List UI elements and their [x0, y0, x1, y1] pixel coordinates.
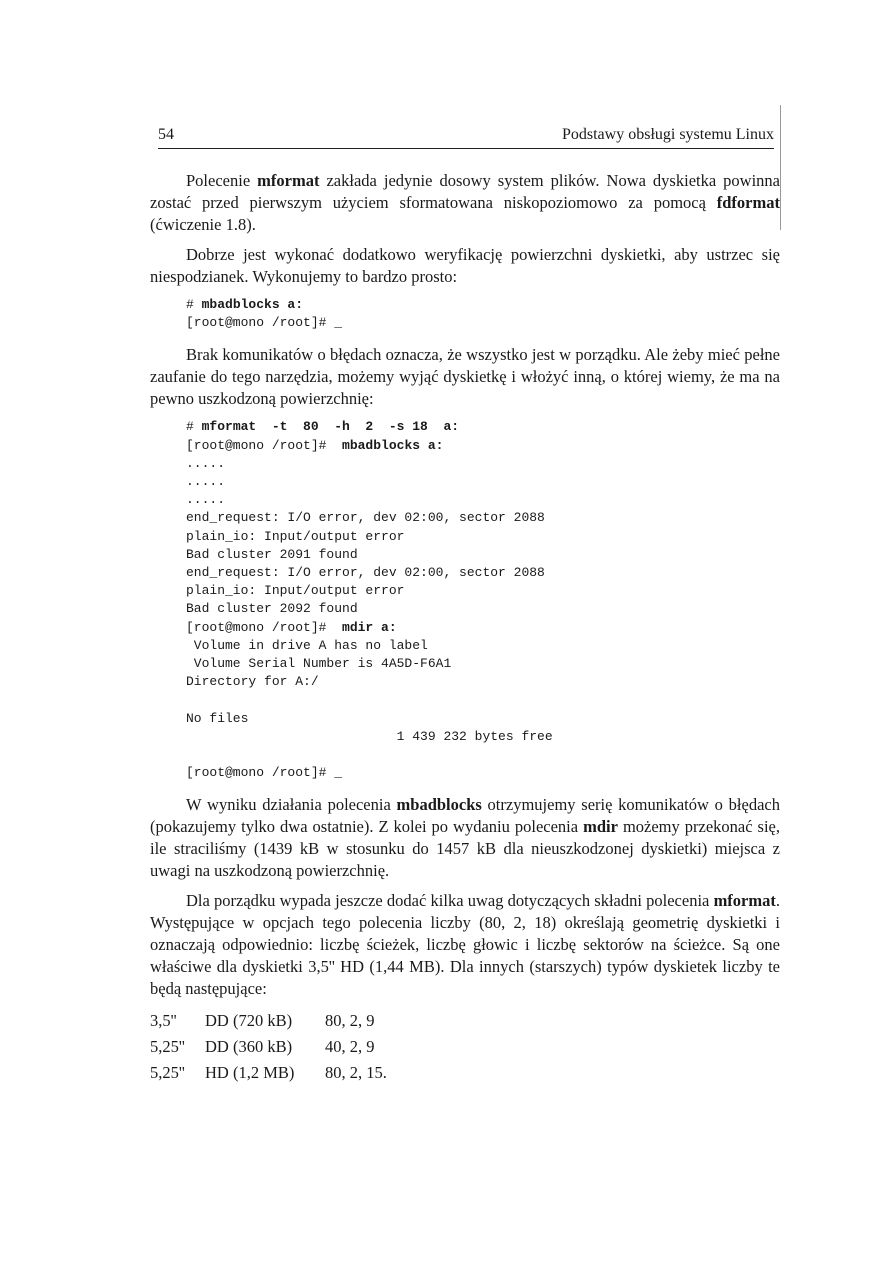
disk-size: 5,25'' [150, 1063, 185, 1083]
code-line: [root@mono /root]# _ [186, 315, 343, 331]
table-row [150, 1060, 780, 1086]
text: zakłada jedynie dosowy system plików. Nowa dyskietka powinna zostać przed pierwszym użyciem sformatowana niskopoziomowo za pomocą [150, 171, 781, 212]
code-line: Volume Serial Number is 4A5D-F6A1 [186, 656, 452, 672]
text: (ćwiczenie 1.8). [150, 215, 256, 234]
code-line: [root@mono /root]# _ [186, 765, 343, 781]
code-line: plain_io: Input/output error [186, 528, 405, 544]
paragraph-geometry [150, 890, 780, 1000]
command-mbadblocks: mbadblocks [396, 795, 482, 815]
prompt: [root@mono /root]# [186, 619, 343, 635]
table-row [150, 1034, 780, 1060]
code-line: Volume in drive A has no label [186, 637, 428, 653]
code-line: Directory for A:/ [186, 674, 319, 690]
text: Dla porządku wypada jeszcze dodać kilka uwag dotyczących składni polecenia [186, 891, 714, 911]
code-block-mbadblocks [186, 296, 780, 332]
scan-edge-line [780, 105, 781, 230]
text: Polecenie [186, 171, 258, 190]
paragraph-mformat-intro [150, 170, 780, 236]
page-number: 54 [158, 126, 174, 143]
disk-type: DD (720 kB) [205, 1011, 293, 1031]
code-line: ..... [186, 492, 226, 508]
prompt: # [186, 297, 202, 312]
running-header [158, 126, 774, 148]
prompt: # [186, 419, 202, 435]
disk-geometry: 80, 2, 15. [325, 1063, 387, 1083]
text: otrzymujemy serię komunikatów o błędach (pokazujemy tylko dwa ostatnie). Z kolei po wydaniu polecenia [150, 795, 780, 837]
text: W wyniku działania polecenia [186, 795, 397, 815]
disk-geometry: 40, 2, 9 [325, 1037, 375, 1057]
page-body [150, 170, 780, 1086]
code-line: end_request: I/O error, dev 02:00, sector 2088 [186, 565, 545, 581]
table-row [150, 1008, 780, 1034]
disk-geometry: 80, 2, 9 [325, 1011, 375, 1031]
paragraph-damaged-disk: Brak komunikatów o błędach oznacza, że wszystko jest w porządku. Ale żeby mieć pełne zaufanie do tego narzędzia, możemy wyjąć dyskietkę i włożyć inną, o której wiemy, że ma na pewno uszkodzoną powierzchnię: [150, 345, 780, 409]
disk-size: 3,5'' [150, 1011, 177, 1031]
code-line: Bad cluster 2092 found [186, 601, 358, 617]
code-line [186, 437, 780, 455]
code-line [186, 418, 780, 436]
paragraph-verification: Dobrze jest wykonać dodatkowo weryfikację powierzchni dyskietki, aby ustrzec się niespodzianek. Wykonujemy to bardzo prosto: [150, 245, 780, 286]
command-fdformat: fdformat [716, 193, 780, 212]
command: mbadblocks a: [201, 297, 304, 312]
command-mdir: mdir [583, 817, 618, 837]
disk-type: DD (360 kB) [205, 1037, 293, 1057]
text: . Występujące w opcjach tego polecenia liczby (80, 2, 18) określają geometrię dyskietki i oznaczają odpowiednio: liczbę ścieżek, liczbę głowic i liczbę sektorów na ścieżce. Są one właściwe dla dyskietki 3,5'' HD (1,44 MB). Dla innych (starszych) typów dyskietek liczby te będą następujące: [150, 891, 780, 999]
code-block-session [186, 418, 780, 782]
header-rule [158, 148, 774, 149]
code-line: ..... [186, 474, 226, 490]
command: mformat -t 80 -h 2 -s 18 a: [201, 419, 460, 435]
code-line [186, 691, 780, 709]
command: mdir a: [342, 619, 397, 635]
code-line: No files [186, 710, 249, 726]
code-line: 1 439 232 bytes free [186, 728, 553, 744]
floppy-geometry-table [150, 1008, 780, 1086]
running-title: Podstawy obsługi systemu Linux [561, 126, 774, 143]
command-mformat: mformat [713, 891, 776, 911]
code-line [186, 296, 780, 314]
disk-type: HD (1,2 MB) [205, 1063, 295, 1083]
disk-size: 5,25'' [150, 1037, 185, 1057]
code-line: ..... [186, 455, 226, 471]
code-line: Bad cluster 2091 found [186, 546, 358, 562]
paragraph-results [150, 794, 780, 882]
code-line [186, 619, 780, 637]
code-line: plain_io: Input/output error [186, 583, 405, 599]
text: możemy przekonać się, ile straciliśmy (1439 kB w stosunku do 1457 kB dla nieuszkodzonej dyskietki) miejsca z uwagi na uszkodzoną powierzchnię. [150, 817, 780, 881]
command: mbadblocks a: [342, 437, 444, 453]
command-mformat: mformat [257, 171, 320, 190]
code-line [186, 746, 780, 764]
prompt: [root@mono /root]# [186, 437, 343, 453]
code-line: end_request: I/O error, dev 02:00, sector 2088 [186, 510, 545, 526]
